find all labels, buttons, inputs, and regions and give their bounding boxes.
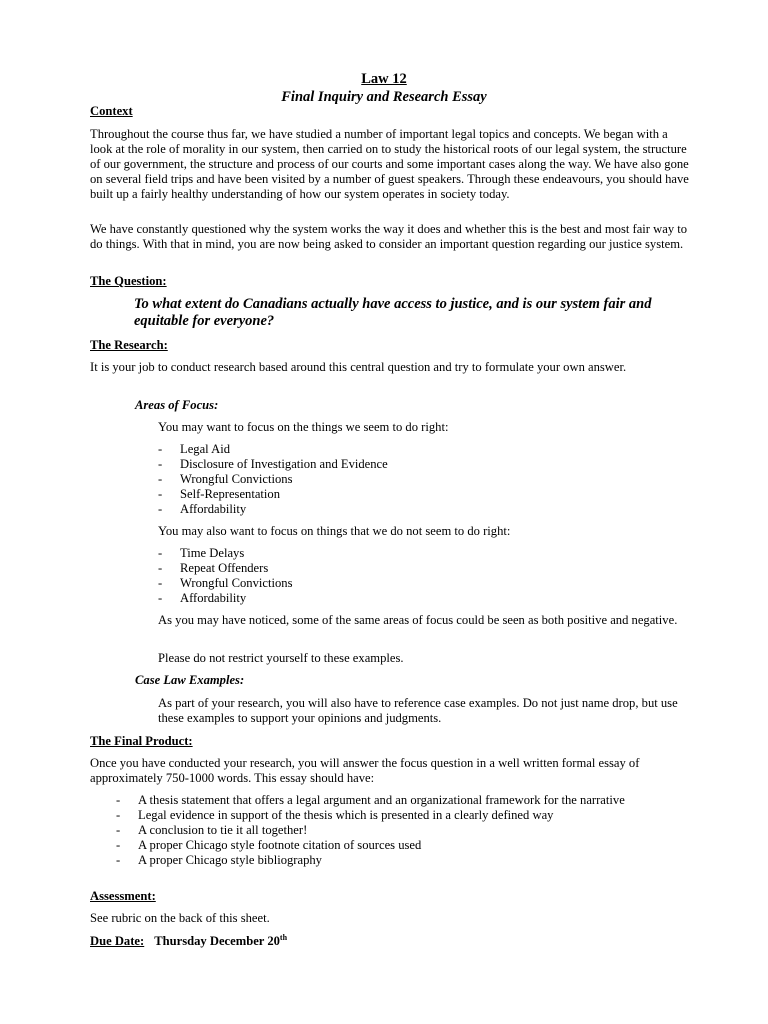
research-section: [90, 338, 690, 353]
final-product-intro: [90, 756, 690, 786]
right-list: [158, 442, 678, 517]
list-item: - Affordability: [158, 591, 678, 606]
research-intro-text: It is your job to conduct research based around this central question and try to formulate your own answer.: [90, 360, 627, 374]
research-heading: The Research:: [90, 338, 168, 352]
list-item: - A conclusion to tie it all together!: [116, 823, 676, 838]
due-date: [90, 934, 287, 949]
context-paragraph-1: [90, 127, 690, 202]
context-paragraph-2: [90, 222, 690, 252]
right-intro: You may want to focus on the things we seem to do right:: [158, 420, 449, 434]
course-title: Law 12: [361, 71, 407, 87]
case-law-text: As part of your research, you will also have to reference case examples. Do not just name drop, but use these examples to support your opinions and judgments.: [158, 696, 678, 725]
list-item: - A thesis statement that offers a legal argument and an organizational framework for the narrative: [116, 793, 676, 808]
due-date-day: Thursday December 20: [154, 934, 280, 948]
wrong-list: [158, 546, 678, 606]
due-date-label: Due Date:: [90, 934, 145, 948]
list-item: - Repeat Offenders: [158, 561, 678, 576]
list-item: - Self-Representation: [158, 487, 678, 502]
areas-of-focus-heading: Areas of Focus:: [135, 398, 219, 412]
question-heading: The Question:: [90, 274, 167, 288]
list-item: - Time Delays: [158, 546, 678, 561]
due-date-suffix: th: [279, 933, 288, 942]
due-date-value: [154, 934, 287, 948]
list-item: - Wrongful Convictions: [158, 472, 678, 487]
list-item: - Wrongful Convictions: [158, 576, 678, 591]
list-item: - A proper Chicago style footnote citation of sources used: [116, 838, 676, 853]
final-product-intro-text: Once you have conducted your research, you will answer the focus question in a well written formal essay of approximately 750-1000 words. This essay should have:: [90, 756, 640, 785]
restrict-note: Please do not restrict yourself to these examples.: [158, 651, 404, 665]
assignment-title: Final Inquiry and Research Essay: [281, 89, 487, 105]
assessment-text-block: [90, 911, 690, 926]
list-item: - Affordability: [158, 502, 678, 517]
list-item: - Legal evidence in support of the thesis which is presented in a clearly defined way: [116, 808, 676, 823]
research-intro: [90, 360, 690, 375]
final-product-heading: The Final Product:: [90, 734, 193, 748]
question-section: [90, 274, 690, 289]
list-item: - Disclosure of Investigation and Evidence: [158, 457, 678, 472]
assessment-section: [90, 889, 690, 904]
assessment-heading: Assessment:: [90, 889, 156, 903]
essay-requirements-list: [116, 793, 676, 868]
final-product-section: [90, 734, 690, 749]
noticed-note: As you may have noticed, some of the same areas of focus could be seen as both positive and negative.: [158, 613, 678, 627]
context-section: [90, 104, 690, 119]
central-question: To what extent do Canadians actually have access to justice, and is our system fair and equitable for everyone?: [134, 296, 652, 329]
list-item: - A proper Chicago style bibliography: [116, 853, 676, 868]
context-text-1: Throughout the course thus far, we have studied a number of important legal topics and concepts. We began with a look at the role of morality in our system, then carried on to study the historical roots of our legal system, the structure of our government, the structure and process of our courts and some important cases along the way. We have also gone on several field trips and have been visited by a number of guest speakers. Through these endeavours, you should have built up a fairly healthy understanding of how our system operates in society today.: [90, 127, 689, 201]
case-law-heading: Case Law Examples:: [135, 673, 245, 687]
context-text-2: We have constantly questioned why the system works the way it does and whether this is the best and most fair way to do things. With that in mind, you are now being asked to consider an important question regarding our justice system.: [90, 222, 688, 251]
context-heading: Context: [90, 104, 133, 118]
list-item: - Legal Aid: [158, 442, 678, 457]
assessment-text: See rubric on the back of this sheet.: [90, 911, 270, 925]
wrong-intro: You may also want to focus on things that we do not seem to do right:: [158, 524, 511, 538]
